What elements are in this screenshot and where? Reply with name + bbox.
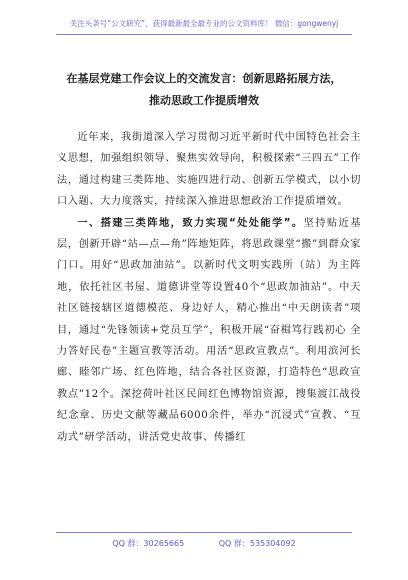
title-line-1: 在基层党建工作会议上的交流发言：创新思路拓展方法， (66, 72, 342, 85)
footer-qq-group-1: QQ 群：30265665 (112, 539, 185, 548)
footer-qq-group-2: QQ 群：535304092 (218, 539, 296, 548)
document-body (57, 127, 361, 448)
header-banner: 关注头条号“公文研究”，获得最新最全最专业的公文资料库！ 微信：gongwenyj (69, 19, 339, 28)
section-1-heading: 一、搭建三类阵地，致力实现“处处能学”。 (77, 217, 304, 229)
footer (0, 538, 408, 549)
section-1-paragraph (57, 213, 361, 448)
document-title (40, 68, 368, 112)
intro-paragraph: 近年来，我街道深入学习贯彻习近平新时代中国特色社会主义思想，加强组织领导、聚焦实效导向，积极探索“三四五”工作法，通过构建三类阵地、实施四进行动、创新五学模式，以小切口入题、大力度落实，持续深入推进思想政治工作提质增效。 (57, 132, 361, 208)
title-line-2: 推动思政工作提质增效 (149, 94, 259, 107)
header-divider (56, 34, 352, 35)
section-1-body: 坚持贴近基层，创新开辟“站—点—角”阵地矩阵，将思政课堂“搬”到群众家门口。用好“思政加油站”。以新时代文明实践所（站）为主阵地，依托社区书屋、道德讲堂等设置40个“思政加油站”。中天社区链接辖区道德模范、身边好人，精心推出“中天朗读者”项目，通过“先锋领读+党员互学”，积极开展“奋楫笃行践初心 全力答好民卷”主题宣教等活动。用活“思政宣教点”。利用滨河长廊、睦邻广场、红色阵地，结合各社区资源，打造特色“思政宣教点”12个。深挖荷叶社区民间红色博物馆资源，搜集渡江战役纪念章、历史文献等藏品6000余件，举办“沉浸式”宣教、“互动式”研学活动，讲活党史故事、传播红 (57, 217, 361, 443)
footer-divider (56, 532, 352, 533)
